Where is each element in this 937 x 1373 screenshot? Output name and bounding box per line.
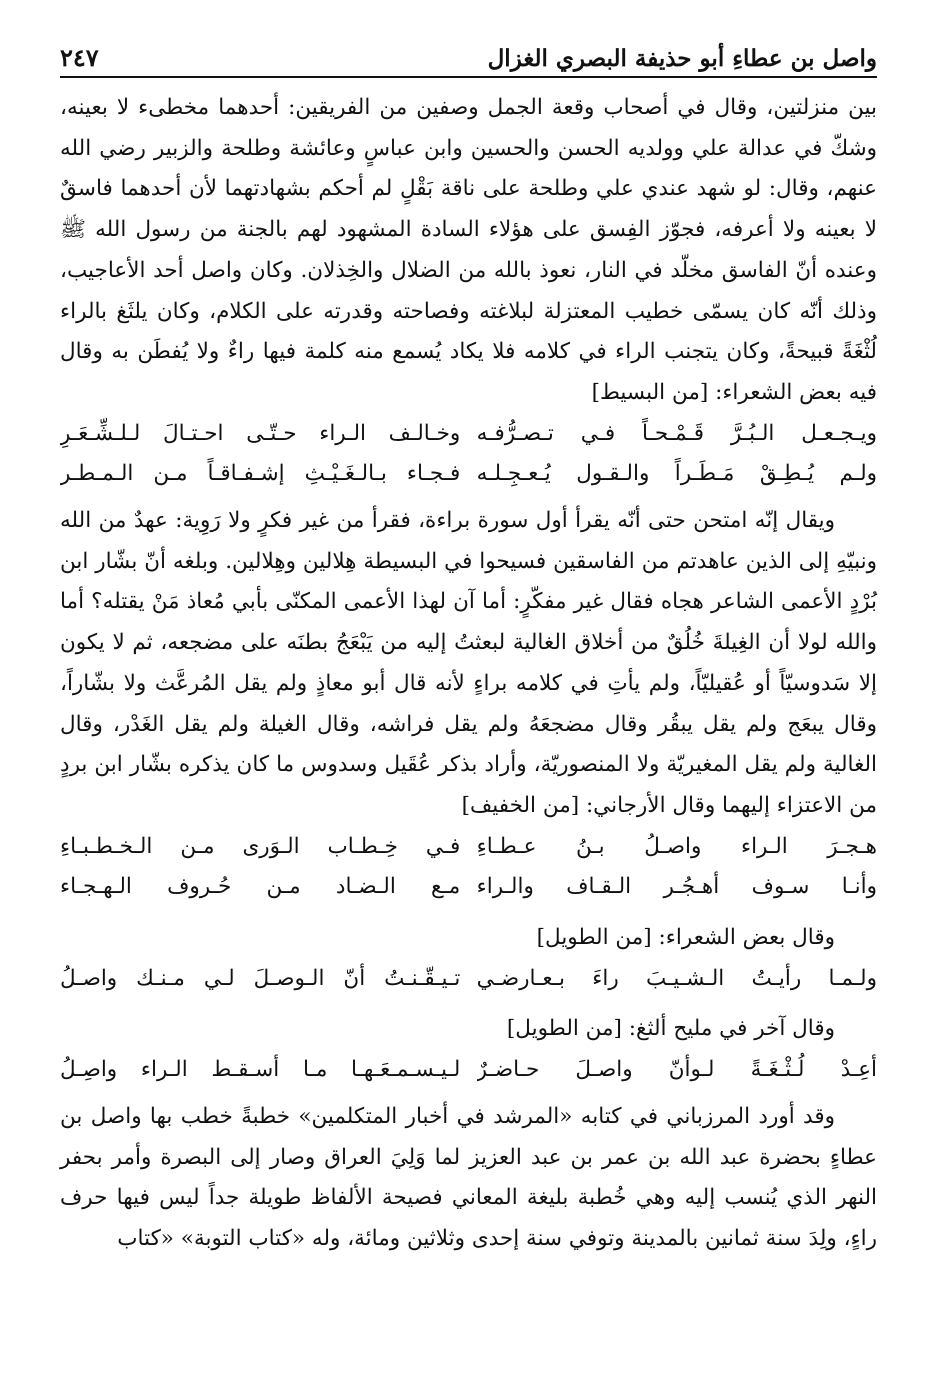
text-line: عطاءٍ بحضرة عبد الله بن عمر بن عبد العزيز لما وَلِيَ العراق وصار إلى البصرة وأمر بحفر — [60, 1144, 877, 1170]
verse-first-hemistich: ولـم يُـطِـقْ مَـطَـراً والـقـول يُـعـجِـلـه — [476, 461, 877, 487]
text-line: راءٍ، ولِدَ سنة ثمانين بالمدينة وتوفي سنة إحدى وثلاثين ومائة، وله «كتاب التوبة» «كتاب — [117, 1225, 877, 1251]
text-line: فيها راءٌ ولا يُفطَن به وقال فيه بعض الشعراء: — [60, 339, 877, 405]
poem-verse — [60, 1050, 877, 1091]
body-text — [60, 88, 877, 1260]
text-line: النهر الذي يُنسب إليه وهي خُطبة بليغة المعاني فصيحة الألفاظ طويلة جداً ليس فيها حرف — [60, 1185, 877, 1211]
text-line: فاسقٌ لا بعينه ولا أعرفه، فجوّز الفِسق على هؤلاء السادة المشهود لهم بالجنة من — [60, 176, 877, 243]
poem-meter-label: [من الخفيف] — [461, 792, 580, 818]
poem-verse — [60, 454, 877, 495]
text-line: الله ونبيّهِ إلى الذين عاهدتم من الفاسقين فسيحوا في البسيطة هِلالين وهِلالين. وبلغه أنّ بشّار — [60, 508, 877, 574]
text-line: يكون إلا سَدوسيّاً أو عُقيليّاً، ولم يأتِ في كلامه براءٍ لأنه قال أبو معاذٍ ولم يقل المُرعَّث ولا — [60, 630, 877, 696]
poem-verse — [60, 867, 877, 908]
page-number: ٢٤٧ — [60, 43, 99, 72]
text-line: وقد أورد المرزباني في كتابه «المرشد في أخبار المتكلمين» خطبةً خطب بها واصل بن — [60, 1103, 835, 1129]
text-line: رسول الله ﷺ وعنده أنّ الفاسق مخلّد في النار، نعوذ بالله من الضلال والخِذلان. وكان — [60, 217, 877, 283]
paragraph-3 — [60, 1097, 877, 1260]
text-line: وشكّ في عدالة علي وولديه الحسن والحسين وابن عباسٍ وعائشة وطلحة والزبير رضي الله — [60, 135, 877, 161]
text-line: ابن بردٍ من الاعتزاء إليهما وقال الأرجاني: — [60, 752, 877, 818]
poem-verse — [60, 959, 877, 1000]
paragraph-1 — [60, 88, 877, 414]
poem-meter-label: [من الطويل] — [536, 925, 652, 951]
text-line: أما والله لولا أن الغِيلةَ خُلُقٌ من أخلاق الغالية لبعثتُ إليه من يَبْعَجُ بطنَه على مضجعه، ثم لا — [60, 589, 877, 656]
verse-second-hemistich: تـيـقّـنـتُ أنّ الـوصـلَ لـي مـنـك واصـلُ — [60, 965, 461, 991]
verse-second-hemistich: مـع الـضـاد مـن حُـروف الـهـجـاء — [60, 874, 461, 900]
page-header — [60, 28, 877, 78]
text-line: ويقال إنّه امتحن حتى أنّه يقرأ أول سورة براءة، فقرأ من غير فكرٍ ولا رَوِية: عهدٌ من — [98, 508, 836, 534]
text-line: بين منزلتين، وقال في أصحاب وقعة الجمل وصفين من الفريقين: أحدهما مخطىء لا بعينه، — [60, 95, 877, 120]
poem-intro-text: وقال آخر في مليح ألثغ: — [628, 1016, 835, 1042]
paragraph-2 — [60, 501, 877, 827]
verse-first-hemistich: أعِـدْ لُـثْـغَـةً لـوأنّ واصـلَ حـاضـرٌ — [476, 1057, 877, 1083]
verse-first-hemistich: ولـمـا رأيـتُ الـشـيـبَ راءَ بـعـارضـي — [476, 965, 877, 991]
verse-second-hemistich: وخـالـف الـراء حـتّـى احـتـالَ لـلـشِّـعَـرِ — [60, 420, 461, 446]
verse-second-hemistich: لـيـسـمـعَـهـا مـا أسـقـط الـراء واصِـلُ — [60, 1057, 461, 1083]
text-line: ابن بُرْدٍ الأعمى الشاعر هجاه فقال غير مفكّرٍ: أما آن لهذا الأعمى المكنّى بأبي مُعاذ مَنْ يقتله؟ — [60, 548, 877, 615]
poem-verse — [60, 414, 877, 455]
poem-meter-label: [من الطويل] — [506, 1016, 622, 1042]
text-line: وقال الغالية ولم يقل المغيريّة ولا المنصوريّة، وأراد بذكر عُقَيل وسدوس ما كان يذكره بشّار — [60, 711, 877, 778]
verse-first-hemistich: وأنـا سـوف أهـجُـر الـقـاف والـراء — [476, 874, 877, 900]
verse-first-hemistich: ويـجـعـل الـبُـرَّ قَـمْـحـاً فـي تـصـرُّفـه — [476, 420, 877, 446]
text-line: عنهم، وقال: لو شهد عندي علي وطلحة على ناقة بَقْلٍ لم أحكم بشهادتهما لأن أحدهما — [120, 176, 877, 202]
poem-meter-label: [من البسيط] — [591, 379, 709, 405]
verse-first-hemistich: هـجـرَ الـراء واصـلُ بـنُ عـطـاءِ — [476, 833, 877, 859]
poem-intro — [60, 918, 877, 959]
text-line: بشّاراً، وقال يبعَج ولم يقل يبقُر وقال مضجعَهُ ولم يقل فراشه، وقال الغيلة ولم يقل الغَدْر، — [60, 670, 878, 737]
verse-second-hemistich: فـي خِـطـاب الـوَرى مـن الـخـطـبـاءِ — [60, 833, 461, 859]
text-line: واصل أحد الأعاجيب، وذلك أنّه كان يسمّى خطيب المعتزلة لبلاغته وفصاحته وقدرته على — [60, 257, 877, 324]
poem-verse — [60, 827, 877, 868]
poem-intro — [60, 1009, 877, 1050]
poem-intro-text: وقال بعض الشعراء: — [658, 925, 835, 951]
text-line: الكلام، وكان يلثَغ بالراء لُثْغَةً قبيحةً، وكان يتجنب الراء في كلامه فلا يكاد يُسمع منه كلمة — [60, 298, 877, 365]
running-title: واصل بن عطاءِ أبو حذيفة البصري الغزال — [487, 45, 877, 72]
verse-second-hemistich: فـجـاء بـالـغَـيْـثِ إشـفـاقـاً مـن الـمـطـر — [60, 461, 461, 487]
